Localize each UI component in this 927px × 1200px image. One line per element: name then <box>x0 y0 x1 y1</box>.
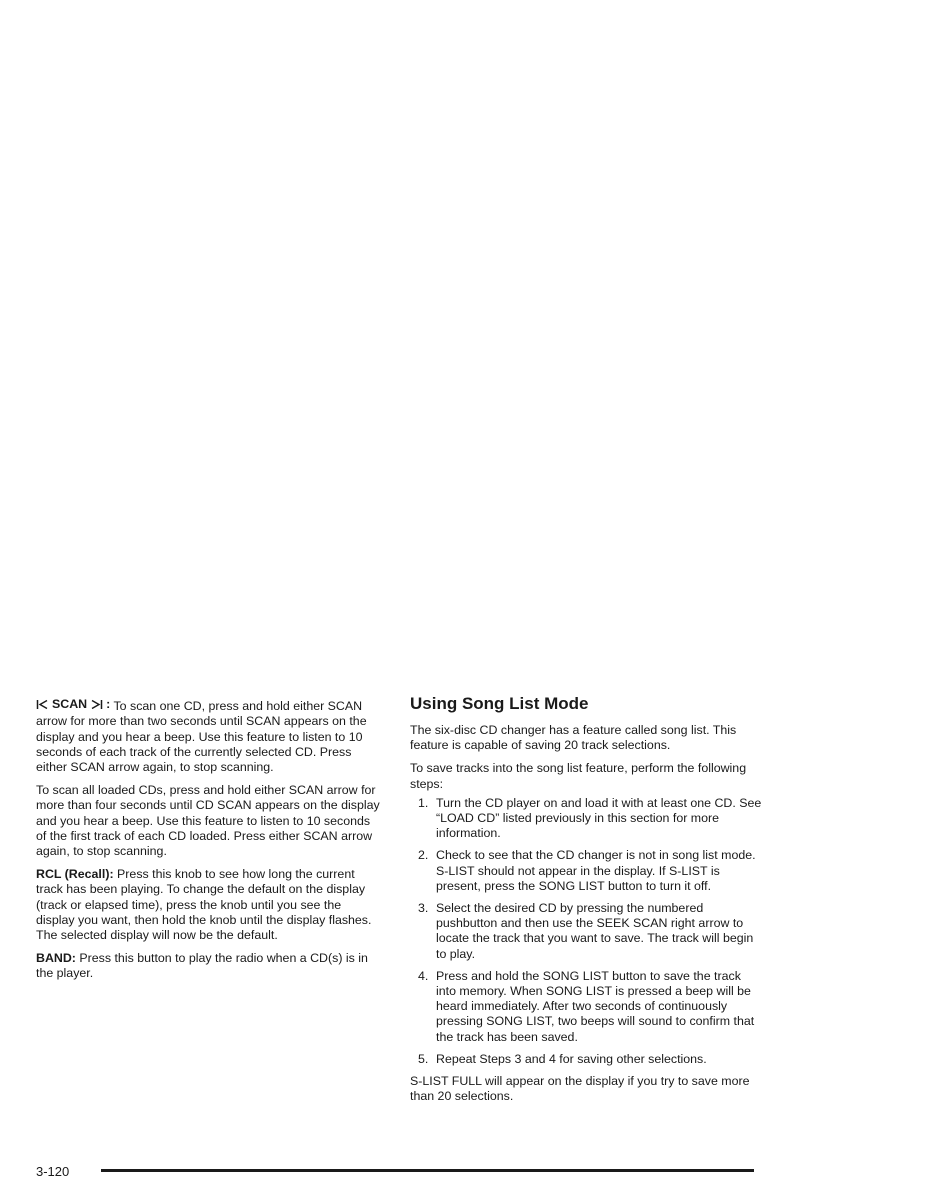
band-paragraph <box>36 951 382 981</box>
scan-paragraph <box>36 697 382 775</box>
rcl-text: Press this knob to see how long the current track has been playing. To change the default on the display (track or elapsed time), press the knob until you see the display you want, then hold the knob until the display flashes. The selected display will now be the default. <box>36 867 372 942</box>
step-text: Check to see that the CD changer is not in song list mode. S-LIST should not appear in the display. If S-LIST is present, press the SONG LIST button to turn it off. <box>436 848 756 893</box>
step-text: Repeat Steps 3 and 4 for saving other selections. <box>436 1051 707 1066</box>
rcl-label: RCL (Recall): <box>36 867 114 882</box>
intro-paragraph: The six-disc CD changer has a feature called song list. This feature is capable of saving 20 track selections. <box>410 723 737 753</box>
step-number: 4. <box>418 968 429 983</box>
list-item <box>410 796 762 842</box>
scan-previous-arrow-icon <box>36 699 49 710</box>
band-label: BAND: <box>36 951 76 966</box>
step-number: 5. <box>418 1051 429 1066</box>
steps-list <box>410 796 762 1067</box>
step-number: 2. <box>418 848 429 863</box>
band-text: Press this button to play the radio when a CD(s) is in the player. <box>36 951 368 981</box>
scan-label: SCAN <box>52 697 88 711</box>
scan-all-paragraph: To scan all loaded CDs, press and hold either SCAN arrow for more than four seconds until CD SCAN appears on the display and you hear a beep. Use this feature to listen to 10 seconds of the first track of each CD loaded. Press either SCAN arrow again, to stop scanning. <box>36 783 380 858</box>
list-item <box>410 969 762 1045</box>
scan-label-group <box>36 697 110 712</box>
step-number: 3. <box>418 901 429 916</box>
page-number: 3-120 <box>36 1164 70 1179</box>
scan-next-arrow-icon <box>90 699 103 710</box>
list-item <box>410 848 762 894</box>
step-number: 1. <box>418 795 429 810</box>
left-column <box>36 697 382 990</box>
scan-text: To scan one CD, press and hold either SCAN arrow for more than two seconds until SCAN appears on the display and you hear a beep. Use this feature to listen to 10 seconds of each track of the currently selected CD. Press either SCAN arrow again, to stop scanning. <box>36 699 367 774</box>
right-column <box>410 693 762 1112</box>
steps-intro-paragraph: To save tracks into the song list feature, perform the following steps: <box>410 761 747 791</box>
footer-divider <box>101 1169 754 1172</box>
slist-full-note: S-LIST FULL will appear on the display if you try to save more than 20 selections. <box>410 1074 750 1104</box>
step-text: Select the desired CD by pressing the numbered pushbutton and then use the SEEK SCAN right arrow to locate the track that you want to save. The track will begin to play. <box>436 901 754 961</box>
scan-colon: : <box>106 697 111 711</box>
section-heading: Using Song List Mode <box>410 694 589 713</box>
rcl-paragraph <box>36 867 382 943</box>
list-item <box>410 1052 762 1067</box>
step-text: Turn the CD player on and load it with at least one CD. See “LOAD CD” listed previously in this section for more information. <box>436 795 762 841</box>
list-item <box>410 901 762 962</box>
step-text: Press and hold the SONG LIST button to save the track into memory. When SONG LIST is pressed a beep will be heard immediately. After two seconds of continuously pressing SONG LIST, two beeps will sound to confirm that the track has been saved. <box>436 968 755 1044</box>
